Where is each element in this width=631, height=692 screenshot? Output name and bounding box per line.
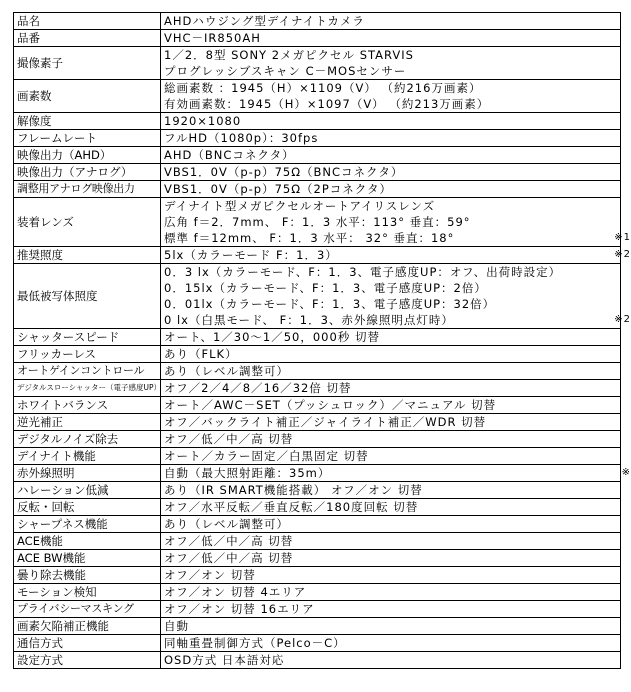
spec-value <box>161 47 621 80</box>
spec-label: 撮像素子 <box>14 47 161 80</box>
spec-value <box>161 448 621 465</box>
spec-label: ホワイトバランス <box>14 397 161 414</box>
spec-value-line <box>164 130 617 146</box>
spec-value-line <box>164 567 617 583</box>
spec-value-text: 自動（最大照射距離：35m） <box>164 466 331 480</box>
spec-label: 解像度 <box>14 113 161 130</box>
spec-label: シャッタースピード <box>14 329 161 346</box>
spec-value-line <box>164 181 617 197</box>
spec-value-text: オフ／低／中／高 切替 <box>164 534 294 548</box>
footnote-marker: ※ <box>621 467 631 478</box>
spec-label: 映像出力（AHD） <box>14 147 161 164</box>
spec-value-text: 標準 f＝12mm、 F：1．3 水平： 32° 垂直：18° <box>164 231 455 245</box>
spec-value <box>161 329 621 346</box>
spec-value-line <box>164 482 617 498</box>
spec-value-text: 0．15lx（カラーモード、F：1．3、電子感度UP：2倍） <box>164 281 487 295</box>
spec-value <box>161 13 621 30</box>
spec-value-line <box>164 214 617 230</box>
spec-value-line <box>164 618 617 634</box>
spec-value-line <box>164 652 617 668</box>
spec-row <box>14 584 621 601</box>
spec-label: 曇り除去機能 <box>14 567 161 584</box>
spec-value-line <box>164 113 617 129</box>
spec-value-text: VBS1．0V（p-p）75Ω（2Pコネクタ） <box>164 182 393 196</box>
spec-value-line <box>164 380 617 396</box>
spec-value-line <box>164 312 631 328</box>
spec-label: 画素欠陥補正機能 <box>14 618 161 635</box>
spec-value-text: あり（IR SMART機能搭載） オフ／オン 切替 <box>164 483 423 497</box>
spec-value-text: 0．01lx（カラーモード、F：1．3、電子感度UP：32倍） <box>164 297 496 311</box>
spec-label: 逆光補正 <box>14 414 161 431</box>
spec-row <box>14 164 621 181</box>
spec-label: モーション検知 <box>14 584 161 601</box>
spec-value-text: オフ／オン 切替 4エリア <box>164 585 307 599</box>
spec-row <box>14 465 621 482</box>
spec-value-line <box>164 264 617 280</box>
spec-value-text: あり（レベル調整可） <box>164 364 289 378</box>
spec-row <box>14 113 621 130</box>
spec-value-text: オフ／低／中／高 切替 <box>164 432 294 446</box>
spec-value-line <box>164 247 631 263</box>
spec-value-line <box>164 414 617 430</box>
spec-row <box>14 550 621 567</box>
spec-row <box>14 181 621 198</box>
spec-label: 映像出力（アナログ） <box>14 164 161 181</box>
spec-value-line <box>164 601 617 617</box>
spec-value <box>161 618 621 635</box>
spec-label: デジタルスローシャッター（電子感度UP） <box>14 380 161 397</box>
spec-label: 画素数 <box>14 80 161 113</box>
spec-value <box>161 550 621 567</box>
spec-label: 反転・回転 <box>14 499 161 516</box>
spec-value-text: プログレッシブスキャン C－MOSセンサー <box>164 64 407 78</box>
spec-value-text: 5lx（カラーモード F：1．3） <box>164 248 338 262</box>
spec-value-line <box>164 80 617 96</box>
spec-value-text: 1920×1080 <box>164 114 242 128</box>
spec-value-text: あり（FLK） <box>164 347 238 361</box>
spec-label: デイナイト機能 <box>14 448 161 465</box>
spec-value <box>161 346 621 363</box>
spec-value-line <box>164 296 617 312</box>
spec-row <box>14 499 621 516</box>
spec-value-line <box>164 329 617 345</box>
spec-value-text: VHC－IR850AH <box>164 31 261 45</box>
spec-value-text: 1／2．8型 SONY 2メガピクセル STARVIS <box>164 48 414 62</box>
spec-value-line <box>164 584 617 600</box>
spec-value-line <box>164 499 617 515</box>
spec-value-line <box>164 397 617 413</box>
spec-value-text: 自動 <box>164 619 189 633</box>
spec-value-line <box>164 63 617 79</box>
spec-value <box>161 30 621 47</box>
spec-row <box>14 329 621 346</box>
spec-row <box>14 431 621 448</box>
spec-label: 設定方式 <box>14 652 161 669</box>
spec-label: 調整用アナログ映像出力 <box>14 181 161 198</box>
spec-label: シャープネス機能 <box>14 516 161 533</box>
spec-row <box>14 601 621 618</box>
spec-value-text: OSD方式 日本語対応 <box>164 653 285 667</box>
spec-value-text: 0．3 lx（カラーモード、F：1．3、電子感度UP：オフ、出荷時設定） <box>164 265 562 279</box>
spec-value <box>161 264 631 329</box>
spec-value-line <box>164 30 617 46</box>
spec-value <box>161 380 621 397</box>
spec-value <box>161 533 621 550</box>
spec-value <box>161 247 631 264</box>
spec-value <box>161 584 621 601</box>
spec-value <box>161 601 621 618</box>
spec-value-line <box>164 448 617 464</box>
spec-value <box>161 181 621 198</box>
spec-value <box>161 635 621 652</box>
spec-label: 推奨照度 <box>14 247 161 264</box>
spec-row <box>14 516 621 533</box>
spec-value-text: AHDハウジング型デイナイトカメラ <box>164 14 365 28</box>
spec-value-line <box>164 465 631 481</box>
spec-value-line <box>164 198 617 214</box>
spec-value <box>161 363 621 380</box>
spec-value <box>161 147 621 164</box>
spec-table-body <box>14 13 631 669</box>
spec-label: 最低被写体照度 <box>14 264 161 329</box>
spec-value-text: 同軸重畳制御方式（Pelco－C） <box>164 636 346 650</box>
spec-value-text: オート、1／30～1／50，000秒 切替 <box>164 330 380 344</box>
spec-value-text: 有効画素数：1945（H）×1097（V） （約213万画素） <box>164 97 490 111</box>
spec-value-text: オート／カラー固定／白黒固定 切替 <box>164 449 369 463</box>
spec-value-text: オフ／オン 切替 <box>164 568 256 582</box>
spec-value-line <box>164 431 617 447</box>
spec-value-line <box>164 280 617 296</box>
footnote-marker: ※2 <box>614 314 631 325</box>
spec-value <box>161 80 621 113</box>
spec-row <box>14 346 621 363</box>
spec-row <box>14 363 621 380</box>
spec-row <box>14 198 621 247</box>
spec-row <box>14 47 621 80</box>
spec-row <box>14 635 621 652</box>
spec-value <box>161 516 621 533</box>
spec-value <box>161 414 621 431</box>
spec-label: 装着レンズ <box>14 198 161 247</box>
spec-value-text: オフ／2／4／8／16／32倍 切替 <box>164 381 352 395</box>
spec-row <box>14 13 621 30</box>
spec-value-text: 総画素数 ：1945（H）×1109（V） （約216万画素） <box>164 81 482 95</box>
spec-value-line <box>164 550 617 566</box>
spec-label: プライバシーマスキング <box>14 601 161 618</box>
spec-row <box>14 448 621 465</box>
spec-value-line <box>164 147 617 163</box>
spec-value-line <box>164 533 617 549</box>
spec-value-text: あり（レベル調整可） <box>164 517 289 531</box>
spec-value-line <box>164 516 617 532</box>
spec-value <box>161 431 621 448</box>
spec-value <box>161 113 621 130</box>
footnote-marker: ※2 <box>614 249 631 260</box>
spec-value-text: デイナイト型メガピクセルオートアイリスレンズ <box>164 199 436 213</box>
spec-value <box>161 164 621 181</box>
spec-value-text: 広角 f＝2．7mm、 F：1．3 水平：113° 垂直：59° <box>164 215 471 229</box>
spec-label: 通信方式 <box>14 635 161 652</box>
spec-value-line <box>164 346 617 362</box>
spec-value-line <box>164 635 617 651</box>
spec-row <box>14 482 621 499</box>
spec-value <box>161 130 621 147</box>
spec-row <box>14 130 621 147</box>
spec-value-text: 0 lx（白黒モード、 F：1．3、赤外線照明点灯時） <box>164 313 454 327</box>
spec-value-line <box>164 96 617 112</box>
spec-row <box>14 147 621 164</box>
spec-label: フレームレート <box>14 130 161 147</box>
spec-value <box>161 567 621 584</box>
spec-label: デジタルノイズ除去 <box>14 431 161 448</box>
spec-value-line <box>164 47 617 63</box>
spec-value <box>161 397 621 414</box>
spec-row <box>14 533 621 550</box>
spec-label: ACE BW機能 <box>14 550 161 567</box>
spec-value-line <box>164 363 617 379</box>
spec-value-line <box>164 13 617 29</box>
spec-label: オートゲインコントロール <box>14 363 161 380</box>
spec-row <box>14 380 621 397</box>
footnote-marker: ※1 <box>614 232 631 243</box>
spec-row <box>14 567 621 584</box>
spec-row <box>14 264 621 329</box>
spec-value-line <box>164 164 617 180</box>
spec-value-text: オフ／水平反転／垂直反転／180度回転 切替 <box>164 500 419 514</box>
spec-value <box>161 465 631 482</box>
spec-label: 品番 <box>14 30 161 47</box>
spec-value-text: オフ／オン 切替 16エリア <box>164 602 315 616</box>
spec-row <box>14 652 621 669</box>
spec-value-text: オート／AWC－SET（プッシュロック）／マニュアル 切替 <box>164 398 497 412</box>
spec-value-text: フルHD（1080p）：30fps <box>164 131 319 145</box>
spec-row <box>14 618 621 635</box>
spec-row <box>14 80 621 113</box>
spec-value <box>161 198 631 247</box>
spec-value-text: オフ／バックライト補正／ジャイライト補正／WDR 切替 <box>164 415 487 429</box>
spec-table <box>13 12 631 669</box>
spec-label: フリッカーレス <box>14 346 161 363</box>
spec-value <box>161 499 621 516</box>
spec-value-text: オフ／低／中／高 切替 <box>164 551 294 565</box>
spec-row <box>14 397 621 414</box>
spec-label: 品名 <box>14 13 161 30</box>
spec-label: 赤外線照明 <box>14 465 161 482</box>
spec-value <box>161 482 621 499</box>
spec-label: ACE機能 <box>14 533 161 550</box>
spec-value <box>161 652 621 669</box>
spec-value-text: VBS1．0V（p-p）75Ω（BNCコネクタ） <box>164 165 404 179</box>
spec-value-line <box>164 230 631 246</box>
spec-row <box>14 414 621 431</box>
spec-label: ハレーション低減 <box>14 482 161 499</box>
spec-value-text: AHD（BNCコネクタ） <box>164 148 295 162</box>
spec-row <box>14 30 621 47</box>
spec-row <box>14 247 621 264</box>
